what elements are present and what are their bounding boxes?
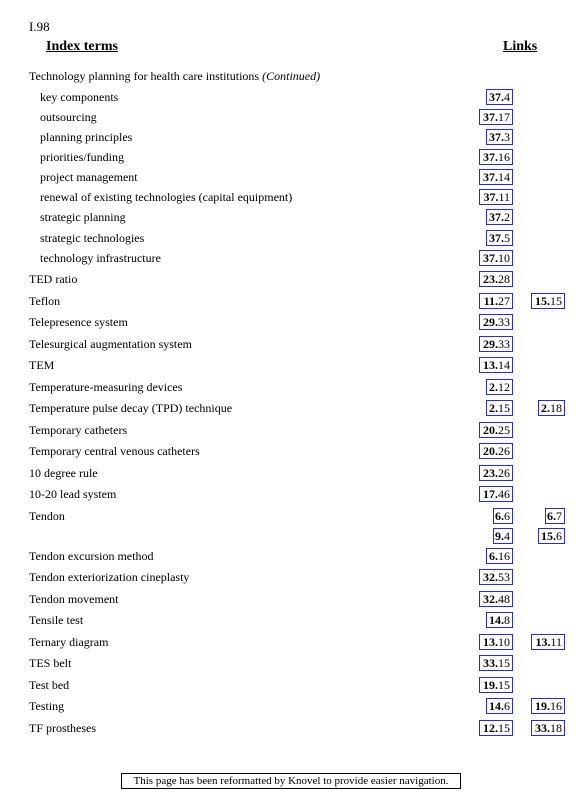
link-chapter: 6. xyxy=(495,509,504,523)
page-link[interactable] xyxy=(479,655,513,671)
continued-note: (Continued) xyxy=(262,69,321,83)
link-page: 11 xyxy=(498,190,510,204)
index-term-text: priorities/funding xyxy=(40,150,124,164)
link-page: 11 xyxy=(550,635,562,649)
index-term-text: outsourcing xyxy=(40,110,97,124)
index-term-text: Temperature pulse decay (TPD) technique xyxy=(29,401,233,415)
link-page: 27 xyxy=(498,294,510,308)
link-page: 18 xyxy=(550,401,562,415)
link-page: 3 xyxy=(504,130,510,144)
index-term-text: Telesurgical augmentation system xyxy=(29,337,192,351)
page-link[interactable] xyxy=(531,634,565,650)
link-page: 15 xyxy=(498,678,510,692)
index-term-text: technology infrastructure xyxy=(40,251,161,265)
page-link[interactable] xyxy=(486,698,513,714)
link-page: 14 xyxy=(498,170,510,184)
page-link[interactable] xyxy=(479,465,513,481)
link-page: 15 xyxy=(550,294,562,308)
page-link[interactable] xyxy=(531,720,565,736)
index-term xyxy=(29,635,108,649)
link-chapter: 37. xyxy=(489,90,504,104)
page-link[interactable] xyxy=(538,400,565,416)
page-link[interactable] xyxy=(479,422,513,438)
link-page: 4 xyxy=(504,529,510,543)
index-term xyxy=(40,130,132,144)
page-link[interactable] xyxy=(538,528,565,544)
index-term-text: TED ratio xyxy=(29,272,78,286)
link-page: 33 xyxy=(498,315,510,329)
link-page: 17 xyxy=(498,110,510,124)
link-chapter: 32. xyxy=(483,592,498,606)
page-link[interactable] xyxy=(479,149,513,165)
index-term-text: Teflon xyxy=(29,294,61,308)
index-term xyxy=(29,401,232,415)
index-term-text: 10 degree rule xyxy=(29,466,98,480)
link-chapter: 2. xyxy=(489,401,498,415)
index-term-text: Temperature-measuring devices xyxy=(29,380,183,394)
index-term xyxy=(29,466,98,480)
link-chapter: 37. xyxy=(483,251,498,265)
link-page: 15 xyxy=(498,721,510,735)
index-term-text: Testing xyxy=(29,699,65,713)
index-term-text: Ternary diagram xyxy=(29,635,109,649)
page-link[interactable] xyxy=(486,548,513,564)
index-term xyxy=(40,90,118,104)
link-chapter: 14. xyxy=(489,699,504,713)
page-link[interactable] xyxy=(479,720,513,736)
link-page: 6 xyxy=(504,699,510,713)
link-page: 26 xyxy=(498,466,510,480)
link-chapter: 15. xyxy=(535,294,550,308)
link-page: 53 xyxy=(498,570,510,584)
index-term xyxy=(40,150,124,164)
link-page: 14 xyxy=(498,358,510,372)
link-page: 15 xyxy=(498,656,510,670)
link-page: 16 xyxy=(498,150,510,164)
index-term-text: TES belt xyxy=(29,656,72,670)
page-link[interactable] xyxy=(545,508,565,524)
page-link[interactable] xyxy=(479,293,513,309)
link-chapter: 17. xyxy=(483,487,498,501)
link-page: 33 xyxy=(498,337,510,351)
index-term-text: Telepresence system xyxy=(29,315,128,329)
link-chapter: 11. xyxy=(483,294,498,308)
index-term-text: Test bed xyxy=(29,678,70,692)
page-link[interactable] xyxy=(486,230,513,246)
link-chapter: 33. xyxy=(483,656,498,670)
index-term xyxy=(29,613,83,627)
index-term xyxy=(29,592,118,606)
page-link[interactable] xyxy=(479,271,513,287)
index-term-text: TEM xyxy=(29,358,55,372)
link-chapter: 13. xyxy=(483,358,498,372)
link-chapter: 20. xyxy=(483,444,498,458)
link-page: 6 xyxy=(556,529,562,543)
page-link[interactable] xyxy=(479,109,513,125)
link-page: 5 xyxy=(504,231,510,245)
link-chapter: 23. xyxy=(483,466,498,480)
index-term-text: Technology planning for health care institutions xyxy=(29,69,260,83)
link-chapter: 20. xyxy=(483,423,498,437)
index-term xyxy=(29,272,77,286)
link-page: 16 xyxy=(550,699,562,713)
link-chapter: 14. xyxy=(489,613,504,627)
page-link[interactable] xyxy=(479,443,513,459)
link-chapter: 37. xyxy=(489,231,504,245)
index-term xyxy=(29,699,64,713)
link-chapter: 13. xyxy=(483,635,498,649)
index-term xyxy=(29,69,320,83)
link-page: 26 xyxy=(498,444,510,458)
page-link[interactable] xyxy=(479,357,513,373)
link-page: 12 xyxy=(498,380,510,394)
index-term-text: TF prostheses xyxy=(29,721,96,735)
index-term xyxy=(29,570,189,584)
index-term-text: Tendon excursion method xyxy=(29,549,154,563)
link-chapter: 6. xyxy=(547,509,556,523)
page-link[interactable] xyxy=(479,591,513,607)
link-chapter: 37. xyxy=(483,110,498,124)
index-term-text: strategic planning xyxy=(40,210,126,224)
link-chapter: 13. xyxy=(535,635,551,649)
index-term-text: key components xyxy=(40,90,119,104)
index-term-text: 10-20 lead system xyxy=(29,487,117,501)
link-chapter: 19. xyxy=(483,678,498,692)
page-link[interactable] xyxy=(479,569,513,585)
index-term xyxy=(29,315,128,329)
page-link[interactable] xyxy=(493,508,513,524)
index-term-text: Tendon movement xyxy=(29,592,119,606)
link-page: 2 xyxy=(504,210,510,224)
link-chapter: 9. xyxy=(495,529,504,543)
index-term xyxy=(40,231,144,245)
page-link[interactable] xyxy=(479,486,513,502)
index-term xyxy=(40,251,161,265)
index-term xyxy=(29,444,200,458)
index-term-text: renewal of existing technologies (capital equipment) xyxy=(40,190,293,204)
link-page: 10 xyxy=(498,635,510,649)
page-link[interactable] xyxy=(486,400,513,416)
knovel-footer-note: This page has been reformatted by Knovel to provide easier navigation. xyxy=(121,773,461,789)
index-terms-heading: Index terms xyxy=(46,39,118,54)
page-link[interactable] xyxy=(479,250,513,266)
page-link[interactable] xyxy=(479,634,513,650)
link-page: 48 xyxy=(498,592,510,606)
page-link[interactable] xyxy=(486,129,513,145)
index-term xyxy=(29,656,71,670)
link-chapter: 23. xyxy=(483,272,498,286)
index-term xyxy=(29,678,69,692)
page-link[interactable] xyxy=(479,314,513,330)
index-term xyxy=(29,294,60,308)
link-chapter: 12. xyxy=(483,721,498,735)
index-term xyxy=(29,337,192,351)
page-link[interactable] xyxy=(531,698,565,714)
link-chapter: 32. xyxy=(483,570,498,584)
link-page: 4 xyxy=(504,90,510,104)
link-page: 46 xyxy=(498,487,510,501)
index-term xyxy=(29,423,127,437)
link-page: 8 xyxy=(504,613,510,627)
index-term xyxy=(40,110,97,124)
index-term xyxy=(29,358,54,372)
link-page: 16 xyxy=(498,549,510,563)
page-link[interactable] xyxy=(486,209,513,225)
link-page: 18 xyxy=(550,721,562,735)
page-link[interactable] xyxy=(479,677,513,693)
index-term-text: Temporary catheters xyxy=(29,423,128,437)
link-chapter: 37. xyxy=(489,210,504,224)
link-page: 15 xyxy=(498,401,510,415)
index-term-text: Tendon exteriorization cineplasty xyxy=(29,570,190,584)
index-term xyxy=(29,487,116,501)
index-term-text: planning principles xyxy=(40,130,133,144)
index-term xyxy=(40,170,138,184)
index-term-text: strategic technologies xyxy=(40,231,145,245)
link-chapter: 33. xyxy=(535,721,550,735)
link-page: 28 xyxy=(498,272,510,286)
link-chapter: 37. xyxy=(489,130,504,144)
index-term xyxy=(29,380,182,394)
page-label: I.98 xyxy=(29,19,50,34)
index-term-text: Tensile test xyxy=(29,613,84,627)
page-link[interactable] xyxy=(493,528,513,544)
links-heading: Links xyxy=(503,39,538,54)
link-chapter: 29. xyxy=(483,315,498,329)
link-chapter: 29. xyxy=(483,337,498,351)
page-link[interactable] xyxy=(531,293,565,309)
index-term xyxy=(29,549,153,563)
index-term-text: project management xyxy=(40,170,138,184)
index-term xyxy=(29,509,65,523)
index-term-text: Tendon xyxy=(29,509,65,523)
link-chapter: 37. xyxy=(483,190,499,204)
link-chapter: 15. xyxy=(541,529,556,543)
link-page: 7 xyxy=(556,509,562,523)
link-page: 6 xyxy=(504,509,510,523)
page-link[interactable] xyxy=(479,189,513,205)
link-chapter: 2. xyxy=(489,380,498,394)
link-chapter: 19. xyxy=(535,699,550,713)
page-link[interactable] xyxy=(479,169,513,185)
page-link[interactable] xyxy=(486,379,513,395)
page-link[interactable] xyxy=(486,89,513,105)
link-page: 10 xyxy=(498,251,510,265)
page-link[interactable] xyxy=(486,612,513,628)
page-link[interactable] xyxy=(479,336,513,352)
link-chapter: 2. xyxy=(541,401,550,415)
link-chapter: 37. xyxy=(483,150,498,164)
link-page: 25 xyxy=(498,423,510,437)
index-term-text: Temporary central venous catheters xyxy=(29,444,200,458)
link-chapter: 37. xyxy=(483,170,498,184)
index-term xyxy=(40,190,292,204)
index-term xyxy=(29,721,96,735)
link-chapter: 6. xyxy=(489,549,498,563)
index-term xyxy=(40,210,126,224)
